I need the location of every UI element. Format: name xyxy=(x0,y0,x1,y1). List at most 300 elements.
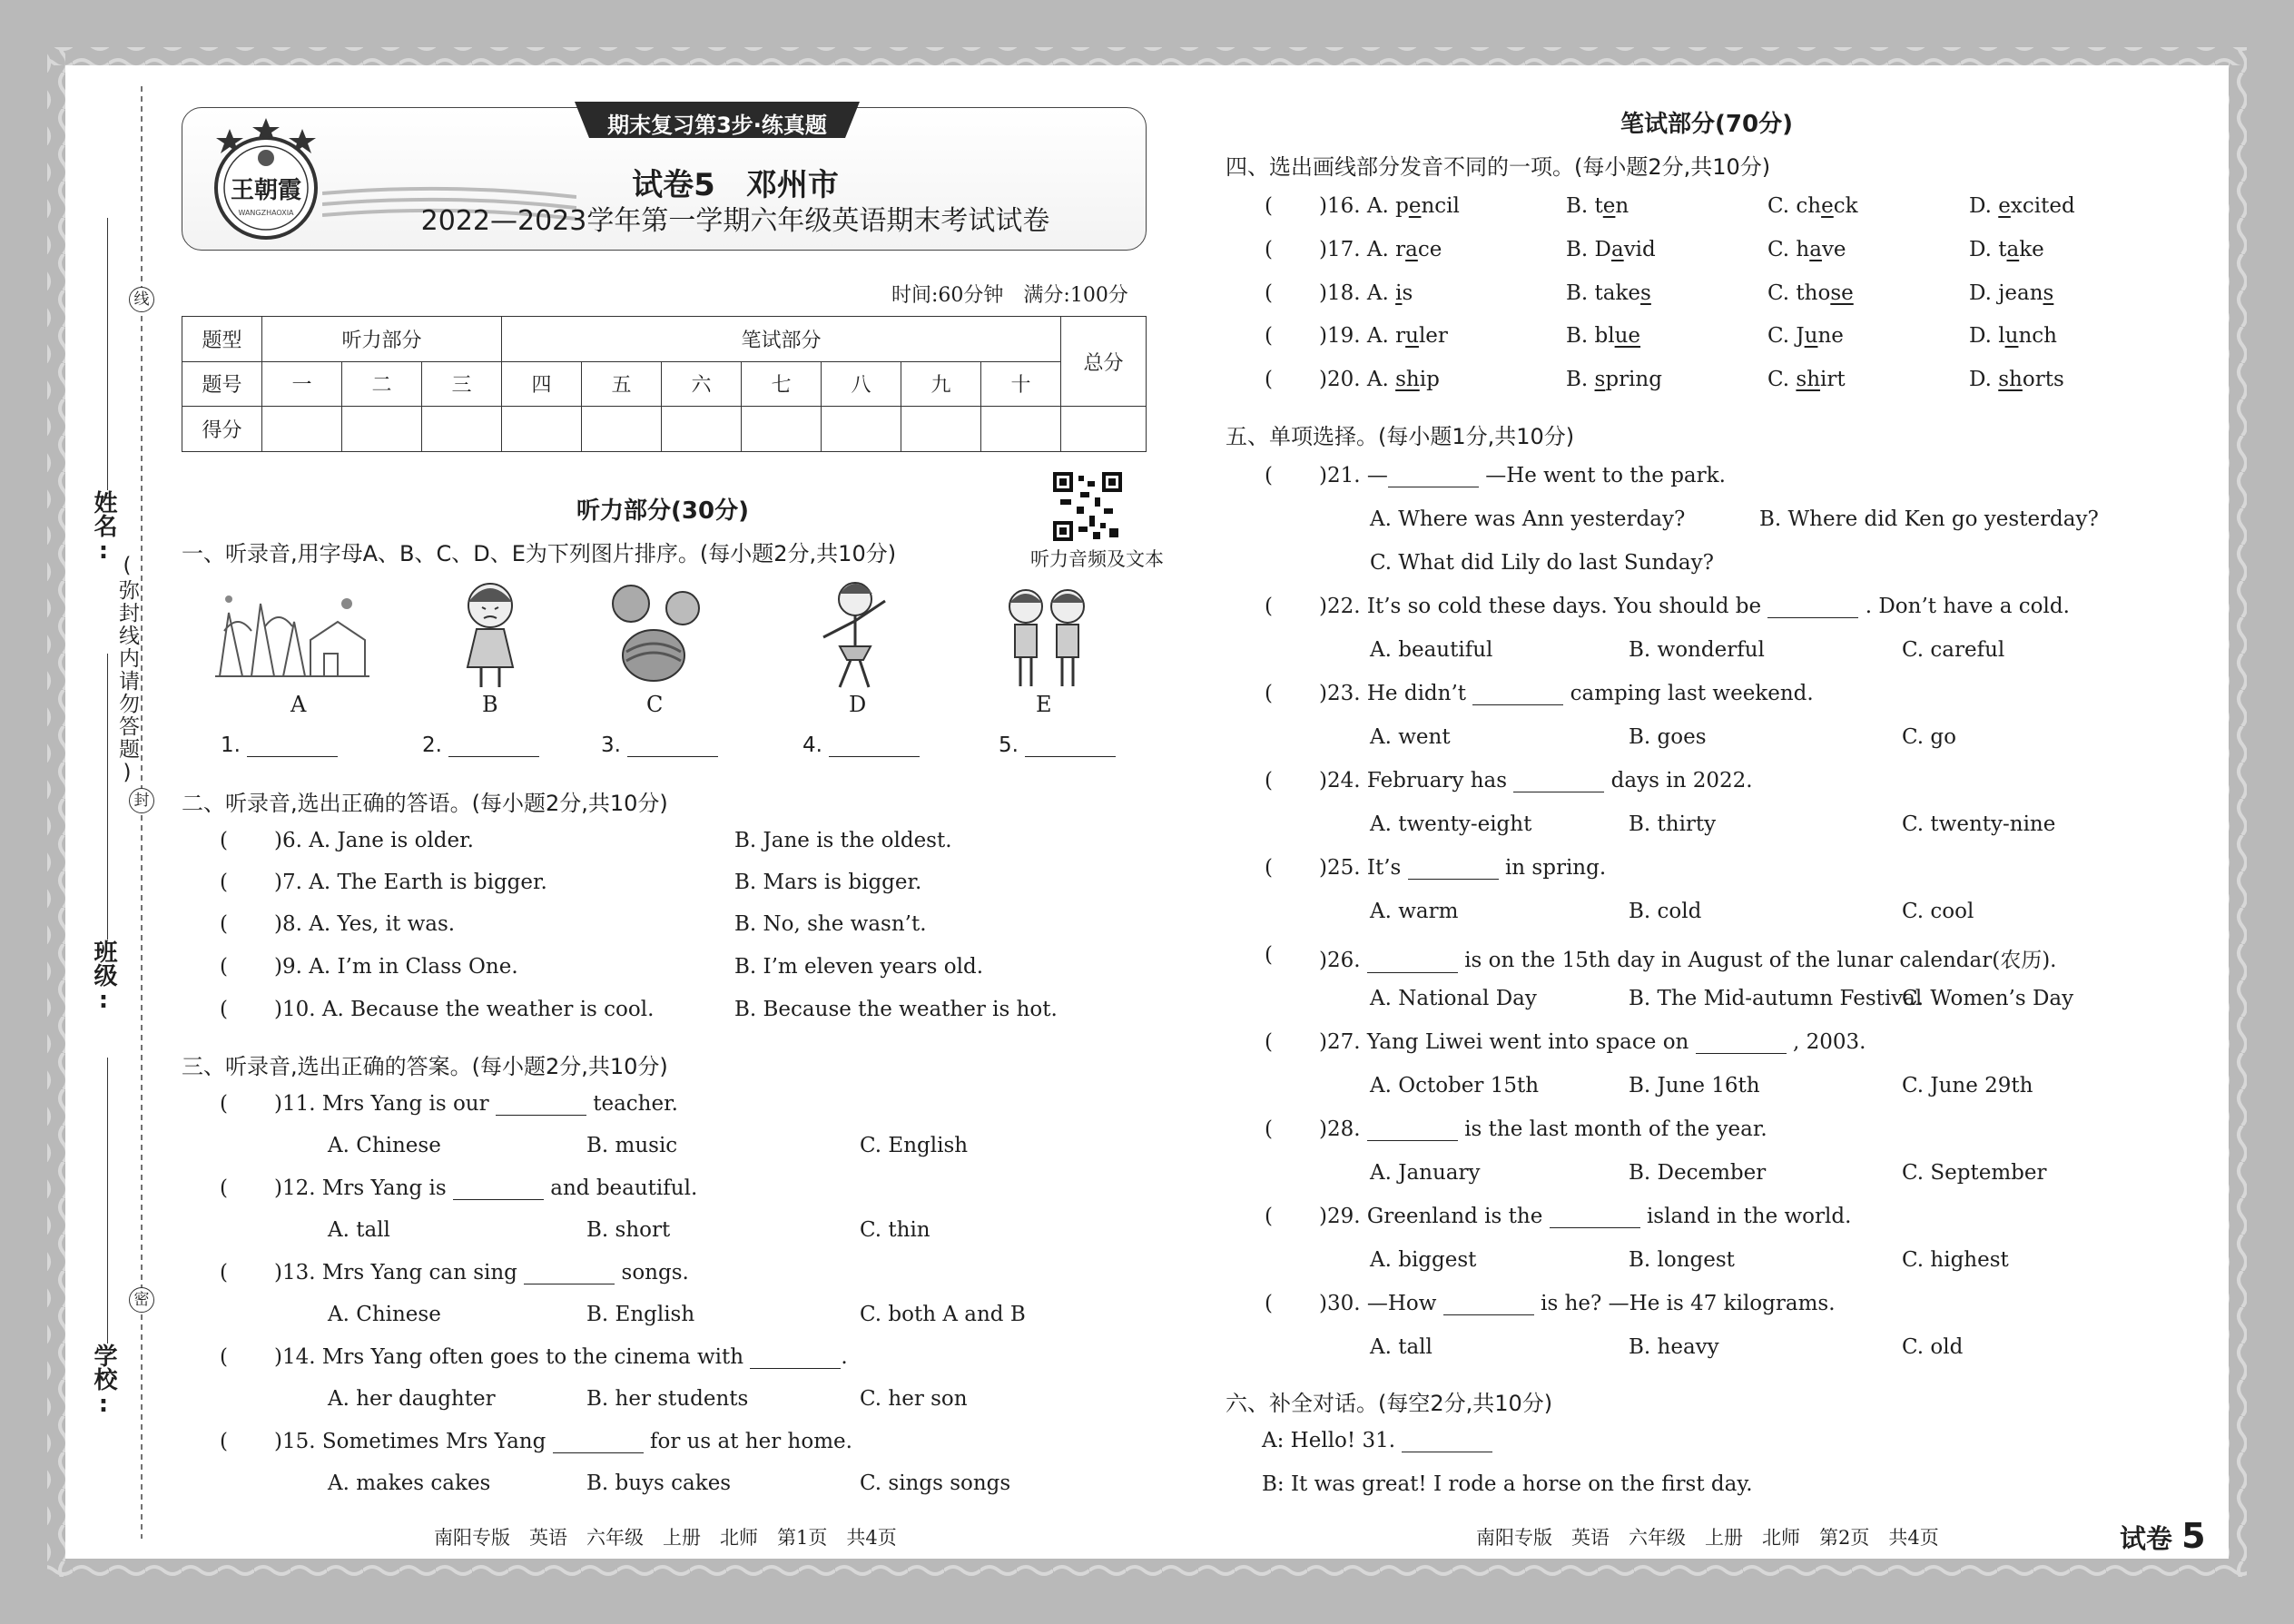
picture-a-village-sketch xyxy=(211,586,374,685)
answer-blank xyxy=(1696,1034,1787,1054)
answer-blank xyxy=(1472,685,1563,705)
option-a-text: p xyxy=(1395,194,1409,218)
underlined-part: a xyxy=(1809,238,1822,261)
option-text: D. xyxy=(1969,194,1999,218)
score-cell[interactable] xyxy=(981,407,1061,452)
order-number: 4. xyxy=(802,733,822,757)
question-7: )7. A. The Earth is bigger. xyxy=(274,871,547,894)
answer-bracket[interactable]: ( xyxy=(220,955,228,979)
option-text: ke xyxy=(2019,238,2044,261)
option-a[interactable]: A. beautiful xyxy=(1370,638,1493,662)
option-b[interactable]: B. short xyxy=(586,1218,671,1242)
question-text: for us at her home. xyxy=(649,1430,852,1453)
binding-notice: (弥封线内请勿答题) xyxy=(115,554,139,786)
order-answer-2[interactable] xyxy=(422,733,539,757)
picture-b-crying-girl xyxy=(449,576,531,690)
question-text: is on the 15th day in August of the lunar calendar(农历). xyxy=(1464,949,2057,972)
option-a-text: ncil xyxy=(1421,194,1460,218)
option-text: orts xyxy=(2022,368,2064,391)
answer-bracket[interactable]: ( xyxy=(1265,1030,1273,1054)
picture-label-c: C xyxy=(646,692,664,717)
option-c[interactable] xyxy=(1767,324,1844,348)
picture-e-two-children xyxy=(997,579,1097,690)
binding-mark-line: 线 xyxy=(129,287,154,312)
answer-bracket[interactable]: ( xyxy=(220,998,228,1021)
question-text: island in the world. xyxy=(1646,1205,1852,1228)
underlined-part: u xyxy=(1804,324,1818,348)
option-a[interactable]: A. tall xyxy=(1370,1335,1433,1359)
option-c[interactable]: C. old xyxy=(1902,1335,1964,1359)
option-d[interactable] xyxy=(1969,238,2044,261)
option-text: C. xyxy=(1767,368,1797,391)
question-text: . xyxy=(841,1345,848,1369)
exam-title: 试卷5 邓州市 xyxy=(632,167,839,203)
option-c[interactable]: C. Women’s Day xyxy=(1902,987,2074,1010)
option-d[interactable] xyxy=(1969,194,2075,218)
answer-blank[interactable] xyxy=(247,737,338,757)
option-c[interactable]: C. twenty-nine xyxy=(1902,812,2056,836)
answer-blank xyxy=(1367,1121,1458,1141)
answer-blank xyxy=(1767,598,1858,618)
question-number: )18. A. xyxy=(1319,281,1389,305)
picture-label-a: A xyxy=(290,692,307,717)
answer-blank xyxy=(1367,953,1458,973)
total-label: 总分 xyxy=(1061,317,1147,407)
option-text: vid xyxy=(1623,238,1656,261)
answer-bracket[interactable]: ( xyxy=(1265,194,1273,218)
part-number: 三 xyxy=(422,361,502,407)
question-8: )8. A. Yes, it was. xyxy=(274,912,456,936)
underlined-part: e xyxy=(1821,194,1834,218)
option-b[interactable] xyxy=(1566,238,1656,261)
option-b[interactable]: B. The Mid-autumn Festival xyxy=(1629,987,1923,1010)
option-b[interactable]: B. June 16th xyxy=(1629,1074,1760,1097)
answer-blank xyxy=(453,1180,544,1200)
question-30 xyxy=(1319,1292,1836,1315)
answer-blank xyxy=(524,1265,615,1284)
option-b[interactable]: B. Where did Ken go yesterday? xyxy=(1759,507,2099,531)
underlined-part: sh xyxy=(1395,368,1420,391)
section-3-title: 三、听录音,选出正确的答案。(每小题2分,共10分) xyxy=(182,1054,668,1079)
underlined-part: i xyxy=(1395,281,1403,305)
underlined-part: se xyxy=(1830,281,1854,305)
option-c[interactable] xyxy=(1767,281,1854,305)
paper-label-text: 试卷 xyxy=(2120,1523,2173,1554)
option-b[interactable]: B. longest xyxy=(1629,1248,1735,1272)
question-21 xyxy=(1319,464,1726,487)
answer-blank xyxy=(750,1349,841,1369)
answer-blank[interactable] xyxy=(1025,737,1116,757)
section-5-title: 五、单项选择。(每小题1分,共10分) xyxy=(1226,424,1575,449)
option-a[interactable]: A. her daughter xyxy=(328,1387,496,1411)
dialogue-text: A: Hello! 31. xyxy=(1262,1429,1396,1452)
question-18 xyxy=(1319,281,1413,305)
option-c[interactable]: C. both A and B xyxy=(860,1303,1026,1326)
dialogue-line-2: B: It was great! I rode a horse on the first day. xyxy=(1262,1472,1753,1496)
answer-bracket[interactable]: ( xyxy=(1265,324,1273,348)
question-text: )12. Mrs Yang is xyxy=(274,1176,447,1200)
section-4-title: 四、选出画线部分发音不同的一项。(每小题2分,共10分) xyxy=(1226,154,1771,180)
answer-blank xyxy=(1443,1295,1534,1315)
question-22 xyxy=(1319,595,2070,618)
option-text: irt xyxy=(1820,368,1846,391)
question-number: )19. A. xyxy=(1319,324,1389,348)
listening-heading: 听力部分(30分) xyxy=(576,497,749,525)
question-text: )22. It’s so cold these days. You should be xyxy=(1319,595,1762,618)
question-17 xyxy=(1319,238,1442,261)
question-text: songs. xyxy=(621,1261,689,1284)
option-b[interactable]: B. No, she wasn’t. xyxy=(734,912,927,936)
option-b[interactable]: B. her students xyxy=(586,1387,749,1411)
option-c[interactable]: C. thin xyxy=(860,1218,930,1242)
question-text: )14. Mrs Yang often goes to the cinema with xyxy=(274,1345,744,1369)
option-b[interactable]: B. English xyxy=(586,1303,695,1326)
underlined-part: a xyxy=(1610,238,1624,261)
underlined-part: s xyxy=(1640,281,1651,305)
answer-bracket[interactable]: ( xyxy=(1265,1117,1273,1141)
option-b[interactable] xyxy=(1566,324,1640,348)
option-text: D. l xyxy=(1969,324,2005,348)
question-6: )6. A. Jane is older. xyxy=(274,829,474,852)
answer-bracket[interactable]: ( xyxy=(1265,238,1273,261)
question-text: and beautiful. xyxy=(550,1176,698,1200)
option-a[interactable]: A. tall xyxy=(328,1218,390,1242)
option-a[interactable]: A. went xyxy=(1370,725,1451,749)
option-c[interactable] xyxy=(1767,238,1846,261)
option-text: B. xyxy=(1566,368,1595,391)
question-24 xyxy=(1319,769,1753,792)
order-answer-1[interactable] xyxy=(221,733,338,757)
class-label: 班级: xyxy=(90,940,117,1014)
option-c[interactable] xyxy=(1767,194,1858,218)
option-b[interactable]: B. I’m eleven years old. xyxy=(734,955,984,979)
footer-left: 南阳专版 英语 六年级 上册 北师 第1页 共4页 xyxy=(434,1527,897,1549)
question-20 xyxy=(1319,368,1440,391)
option-c[interactable]: C. sings songs xyxy=(860,1471,1011,1495)
answer-bracket[interactable]: ( xyxy=(220,1176,228,1200)
question-text: camping last weekend. xyxy=(1570,682,1814,705)
score-cell[interactable] xyxy=(582,407,662,452)
option-b[interactable]: B. December xyxy=(1629,1161,1767,1185)
part-number: 八 xyxy=(822,361,901,407)
paper-number: 5 xyxy=(2181,1516,2206,1556)
answer-bracket[interactable]: ( xyxy=(220,1261,228,1284)
option-d[interactable] xyxy=(1969,368,2064,391)
option-b[interactable]: B. Because the weather is hot. xyxy=(734,998,1058,1021)
writing-part-label: 笔试部分 xyxy=(502,317,1061,362)
option-b[interactable] xyxy=(1566,281,1651,305)
option-a[interactable]: A. January xyxy=(1370,1161,1481,1185)
option-b[interactable]: B. music xyxy=(586,1134,678,1157)
question-text: in spring. xyxy=(1504,856,1607,880)
exam-subtitle: 2022—2023学年第一学期六年级英语期末考试试卷 xyxy=(420,205,1050,237)
answer-bracket[interactable]: ( xyxy=(1265,368,1273,391)
answer-bracket[interactable]: ( xyxy=(220,871,228,894)
answer-blank[interactable] xyxy=(829,737,920,757)
part-number: 四 xyxy=(502,361,582,407)
underlined-part: e xyxy=(1998,194,2011,218)
score-cell[interactable] xyxy=(342,407,422,452)
option-text: nch xyxy=(2018,324,2057,348)
underlined-part: a xyxy=(1405,238,1418,261)
answer-blank[interactable] xyxy=(627,737,718,757)
underlined-part: a xyxy=(2006,238,2020,261)
question-14 xyxy=(274,1345,848,1369)
answer-bracket[interactable]: ( xyxy=(1265,595,1273,618)
answer-blank xyxy=(1513,773,1604,792)
option-c[interactable]: C. her son xyxy=(860,1387,968,1411)
question-16 xyxy=(1319,194,1460,218)
brand-logo xyxy=(198,111,334,247)
order-number: 3. xyxy=(601,733,621,757)
question-number: )16. A. xyxy=(1319,194,1389,218)
question-13 xyxy=(274,1261,689,1284)
part-number: 九 xyxy=(901,361,981,407)
row-label-type: 题型 xyxy=(182,317,262,362)
part-number: 六 xyxy=(662,361,742,407)
school-label: 学校: xyxy=(90,1343,117,1418)
option-a-text: ler xyxy=(1418,324,1448,348)
question-23 xyxy=(1319,682,1814,705)
score-cell[interactable] xyxy=(742,407,822,452)
question-text: teacher. xyxy=(593,1092,678,1116)
option-a-text: r xyxy=(1388,238,1406,261)
answer-bracket[interactable]: ( xyxy=(220,829,228,852)
option-a[interactable]: A. Chinese xyxy=(328,1134,441,1157)
question-29 xyxy=(1319,1205,1851,1228)
question-12 xyxy=(274,1176,697,1200)
score-table xyxy=(182,316,1147,452)
option-text: n xyxy=(1615,194,1629,218)
underlined-part: s xyxy=(1594,368,1606,391)
underlined-part: u xyxy=(1405,324,1419,348)
question-text: is he? —He is 47 kilograms. xyxy=(1541,1292,1836,1315)
option-text: C. tho xyxy=(1767,281,1831,305)
answer-blank xyxy=(496,1096,586,1116)
answer-bracket[interactable]: ( xyxy=(1265,1292,1273,1315)
option-b[interactable]: B. wonderful xyxy=(1629,638,1765,662)
question-25 xyxy=(1319,856,1606,880)
option-b[interactable] xyxy=(1566,368,1662,391)
question-text: )11. Mrs Yang is our xyxy=(274,1092,489,1116)
question-text: )30. —How xyxy=(1319,1292,1437,1315)
order-number: 1. xyxy=(221,733,241,757)
answer-blank xyxy=(1408,860,1499,880)
part-number: 十 xyxy=(981,361,1061,407)
order-number: 5. xyxy=(999,733,1019,757)
answer-bracket[interactable]: ( xyxy=(220,912,228,936)
option-c[interactable]: C. What did Lily do last Sunday? xyxy=(1370,551,1714,575)
row-label-number: 题号 xyxy=(182,361,262,407)
section-2-title: 二、听录音,选出正确的答语。(每小题2分,共10分) xyxy=(182,791,668,816)
question-text: —He went to the park. xyxy=(1485,464,1726,487)
question-text: )21. — xyxy=(1319,464,1388,487)
option-c[interactable]: C. highest xyxy=(1902,1248,2009,1272)
qr-caption: 听力音频及文本 xyxy=(1030,548,1164,570)
option-a-text: s xyxy=(1402,281,1413,305)
option-text: B. bl xyxy=(1566,324,1615,348)
option-text: B. t xyxy=(1566,194,1603,218)
question-11 xyxy=(274,1092,678,1116)
part-number: 五 xyxy=(582,361,662,407)
question-19 xyxy=(1319,324,1448,348)
dialogue-line-1 xyxy=(1262,1429,1492,1452)
listening-part-label: 听力部分 xyxy=(262,317,502,362)
option-c[interactable]: C. cool xyxy=(1902,900,1974,923)
svg-text:WANGZHAOXIA: WANGZHAOXIA xyxy=(238,209,294,217)
option-a[interactable]: A. twenty-eight xyxy=(1370,812,1532,836)
option-c[interactable]: C. careful xyxy=(1902,638,2005,662)
option-text: ve xyxy=(1821,238,1846,261)
option-c[interactable]: C. June 29th xyxy=(1902,1074,2033,1097)
option-a[interactable]: A. October 15th xyxy=(1370,1074,1540,1097)
question-text: )29. Greenland is the xyxy=(1319,1205,1543,1228)
option-a-text xyxy=(1389,281,1395,305)
underlined-part: ue xyxy=(1614,324,1641,348)
option-b[interactable]: B. heavy xyxy=(1629,1335,1719,1359)
writing-heading: 笔试部分(70分) xyxy=(1620,111,1793,138)
option-text: D. jean xyxy=(1969,281,2043,305)
part-number: 七 xyxy=(742,361,822,407)
answer-bracket[interactable]: ( xyxy=(1265,769,1273,792)
option-b[interactable]: B. Jane is the oldest. xyxy=(734,829,952,852)
question-text: )24. February has xyxy=(1319,769,1508,792)
option-a[interactable]: A. Where was Ann yesterday? xyxy=(1370,507,1686,531)
answer-bracket[interactable]: ( xyxy=(220,1430,228,1453)
option-b[interactable]: B. Mars is bigger. xyxy=(734,871,922,894)
option-text: ne xyxy=(1817,324,1844,348)
answer-bracket[interactable]: ( xyxy=(1265,281,1273,305)
option-a[interactable]: A. National Day xyxy=(1370,987,1537,1010)
question-text: . Don’t have a cold. xyxy=(1865,595,2070,618)
header-banner: 期末复习第3步·练真题 xyxy=(607,113,827,138)
option-a-text: ip xyxy=(1419,368,1440,391)
underlined-part: sh xyxy=(1998,368,2023,391)
answer-blank xyxy=(553,1433,644,1453)
underlined-part: e xyxy=(1408,194,1422,218)
question-text: )26. xyxy=(1319,949,1361,972)
answer-bracket[interactable]: ( xyxy=(220,1345,228,1369)
answer-bracket[interactable]: ( xyxy=(1265,943,1273,967)
option-a[interactable]: A. warm xyxy=(1370,900,1459,923)
option-text: B. D xyxy=(1566,238,1611,261)
option-a-text: r xyxy=(1388,324,1406,348)
option-b[interactable]: B. cold xyxy=(1629,900,1702,923)
question-text: )27. Yang Liwei went into space on xyxy=(1319,1030,1689,1054)
name-label: 姓名: xyxy=(90,490,117,565)
part-number: 一 xyxy=(262,361,342,407)
binding-mark-seal: 封 xyxy=(129,788,154,813)
option-a[interactable]: A. makes cakes xyxy=(328,1471,491,1495)
answer-bracket[interactable]: ( xyxy=(1265,1205,1273,1228)
option-text: B. take xyxy=(1566,281,1641,305)
footer-right: 南阳专版 英语 六年级 上册 北师 第2页 共4页 xyxy=(1476,1527,1939,1549)
option-c[interactable]: C. go xyxy=(1902,725,1956,749)
school-field[interactable] xyxy=(107,1058,110,1343)
question-9: )9. A. I’m in Class One. xyxy=(274,955,518,979)
answer-bracket[interactable]: ( xyxy=(220,1092,228,1116)
answer-bracket[interactable]: ( xyxy=(1265,682,1273,705)
score-cell[interactable] xyxy=(422,407,502,452)
score-cell[interactable] xyxy=(262,407,342,452)
score-cell[interactable] xyxy=(502,407,582,452)
option-a[interactable]: A. biggest xyxy=(1370,1248,1477,1272)
answer-bracket[interactable]: ( xyxy=(1265,856,1273,880)
picture-label-b: B xyxy=(482,692,498,717)
option-b[interactable]: B. goes xyxy=(1629,725,1707,749)
question-10: )10. A. Because the weather is cool. xyxy=(274,998,655,1021)
option-a-text: ce xyxy=(1417,238,1442,261)
option-text: xcited xyxy=(2010,194,2075,218)
option-b[interactable]: B. buys cakes xyxy=(586,1471,732,1495)
order-answer-3[interactable] xyxy=(601,733,718,757)
question-number: )17. A. xyxy=(1319,238,1389,261)
question-text: is the last month of the year. xyxy=(1464,1117,1767,1141)
picture-label-d: D xyxy=(849,692,867,717)
option-c[interactable] xyxy=(1767,368,1846,391)
option-text: C. h xyxy=(1767,238,1810,261)
answer-blank[interactable] xyxy=(1402,1432,1492,1452)
section-6-title: 六、补全对话。(每空2分,共10分) xyxy=(1226,1391,1553,1416)
qr-code-icon[interactable] xyxy=(1053,472,1122,541)
question-text: )28. xyxy=(1319,1117,1361,1141)
order-answer-5[interactable] xyxy=(999,733,1116,757)
option-b[interactable] xyxy=(1566,194,1629,218)
score-cell[interactable] xyxy=(901,407,981,452)
row-label-score: 得分 xyxy=(182,407,262,452)
paper-label xyxy=(2120,1516,2206,1556)
answer-bracket[interactable]: ( xyxy=(1265,464,1273,487)
underlined-part: e xyxy=(1602,194,1616,218)
option-text: D. t xyxy=(1969,238,2007,261)
question-text: )23. He didn’t xyxy=(1319,682,1467,705)
score-cell-total[interactable] xyxy=(1061,407,1147,452)
option-a[interactable]: A. Chinese xyxy=(328,1303,441,1326)
option-c[interactable]: C. English xyxy=(860,1134,969,1157)
option-text: pring xyxy=(1605,368,1662,391)
svg-text:王朝霞: 王朝霞 xyxy=(230,177,302,204)
option-c[interactable]: C. September xyxy=(1902,1161,2047,1185)
picture-label-e: E xyxy=(1036,692,1052,717)
score-cell[interactable] xyxy=(822,407,901,452)
question-27 xyxy=(1319,1030,1866,1054)
option-text: D. xyxy=(1969,368,1999,391)
score-cell[interactable] xyxy=(662,407,742,452)
option-d[interactable] xyxy=(1969,281,2053,305)
option-b[interactable]: B. thirty xyxy=(1629,812,1717,836)
class-field[interactable] xyxy=(107,654,110,940)
question-text: )13. Mrs Yang can sing xyxy=(274,1261,517,1284)
question-text: days in 2022. xyxy=(1610,769,1753,792)
question-text: )25. It’s xyxy=(1319,856,1402,880)
answer-blank[interactable] xyxy=(448,737,539,757)
option-text: ck xyxy=(1833,194,1858,218)
question-text: , 2003. xyxy=(1792,1030,1866,1054)
underlined-part: sh xyxy=(1796,368,1821,391)
time-info: 时间:60分钟 满分:100分 xyxy=(891,284,1128,307)
order-answer-4[interactable] xyxy=(802,733,920,757)
question-number: )20. A. xyxy=(1319,368,1389,391)
picture-d-dancing-girl xyxy=(812,574,899,690)
option-d[interactable] xyxy=(1969,324,2057,348)
question-28 xyxy=(1319,1117,1767,1141)
underlined-part: s xyxy=(2043,281,2054,305)
question-text: )15. Sometimes Mrs Yang xyxy=(274,1430,546,1453)
binding-mark-secret: 密 xyxy=(129,1287,154,1313)
answer-blank xyxy=(1550,1208,1640,1228)
name-field[interactable] xyxy=(107,218,110,490)
part-number: 二 xyxy=(342,361,422,407)
